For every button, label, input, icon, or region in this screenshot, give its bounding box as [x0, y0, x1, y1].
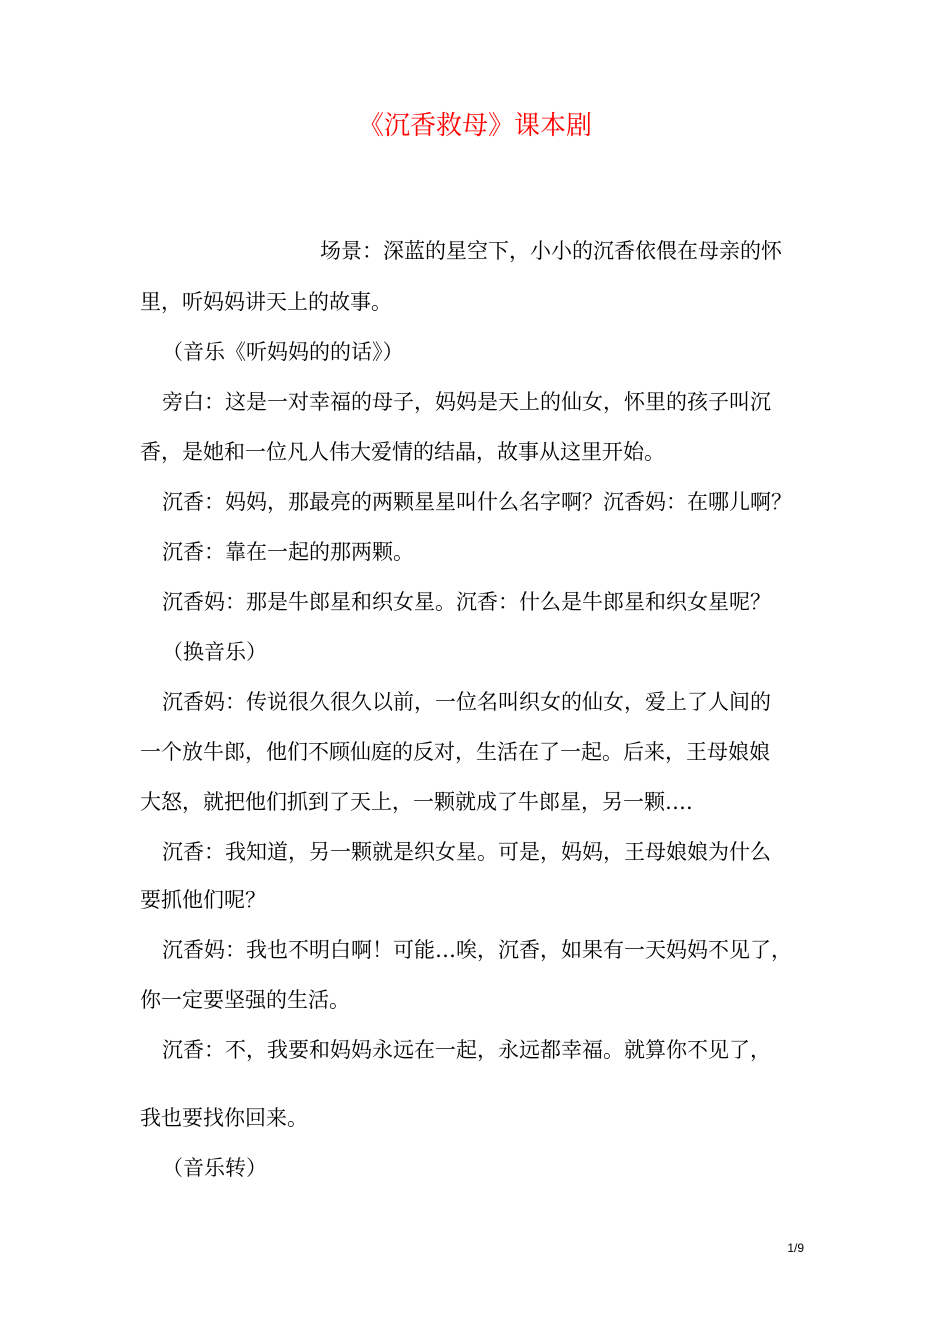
paragraph-line: 你一定要坚强的生活。 — [140, 988, 350, 1012]
document-title: 《沉香救母》课本剧 — [357, 111, 592, 141]
paragraph-line: （音乐《听妈妈的的话》） — [162, 340, 404, 364]
paragraph-line: 大怒，就把他们抓到了天上，一颗就成了牛郎星，另一颗…. — [140, 790, 693, 814]
paragraph-line: （换音乐） — [162, 640, 267, 664]
paragraph-line: 旁白：这是一对幸福的母子，妈妈是天上的仙女，怀里的孩子叫沉 — [162, 390, 771, 414]
paragraph-line: 我也要找你回来。 — [140, 1106, 308, 1130]
paragraph-line: 沉香妈：我也不明白啊！可能…唉，沉香，如果有一天妈妈不见了， — [162, 938, 792, 962]
paragraph-line: 里，听妈妈讲天上的故事。 — [140, 290, 392, 314]
paragraph-line: （音乐转） — [162, 1156, 267, 1180]
paragraph-line: 沉香：靠在一起的那两颗。 — [162, 540, 414, 564]
paragraph-line: 香，是她和一位凡人伟大爱情的结晶，故事从这里开始。 — [140, 440, 665, 464]
paragraph-line: 沉香妈：传说很久很久以前，一位名叫织女的仙女，爱上了人间的 — [162, 690, 771, 714]
paragraph-line: 沉香妈：那是牛郎星和织女星。沉香：什么是牛郎星和织女星呢？ — [162, 590, 771, 614]
page-number: 1/9 — [787, 1241, 804, 1255]
paragraph-line: 沉香：我知道，另一颗就是织女星。可是，妈妈，王母娘娘为什么 — [162, 840, 771, 864]
paragraph-line: 沉香：妈妈，那最亮的两颗星星叫什么名字啊？沉香妈：在哪儿啊？ — [162, 490, 792, 514]
paragraph-line: 场景：深蓝的星空下，小小的沉香依偎在母亲的怀 — [320, 239, 782, 263]
paragraph-line: 一个放牛郎，他们不顾仙庭的反对，生活在了一起。后来，王母娘娘 — [140, 740, 770, 764]
paragraph-line: 要抓他们呢？ — [140, 888, 266, 912]
paragraph-line: 沉香：不，我要和妈妈永远在一起，永远都幸福。就算你不见了， — [162, 1038, 771, 1062]
